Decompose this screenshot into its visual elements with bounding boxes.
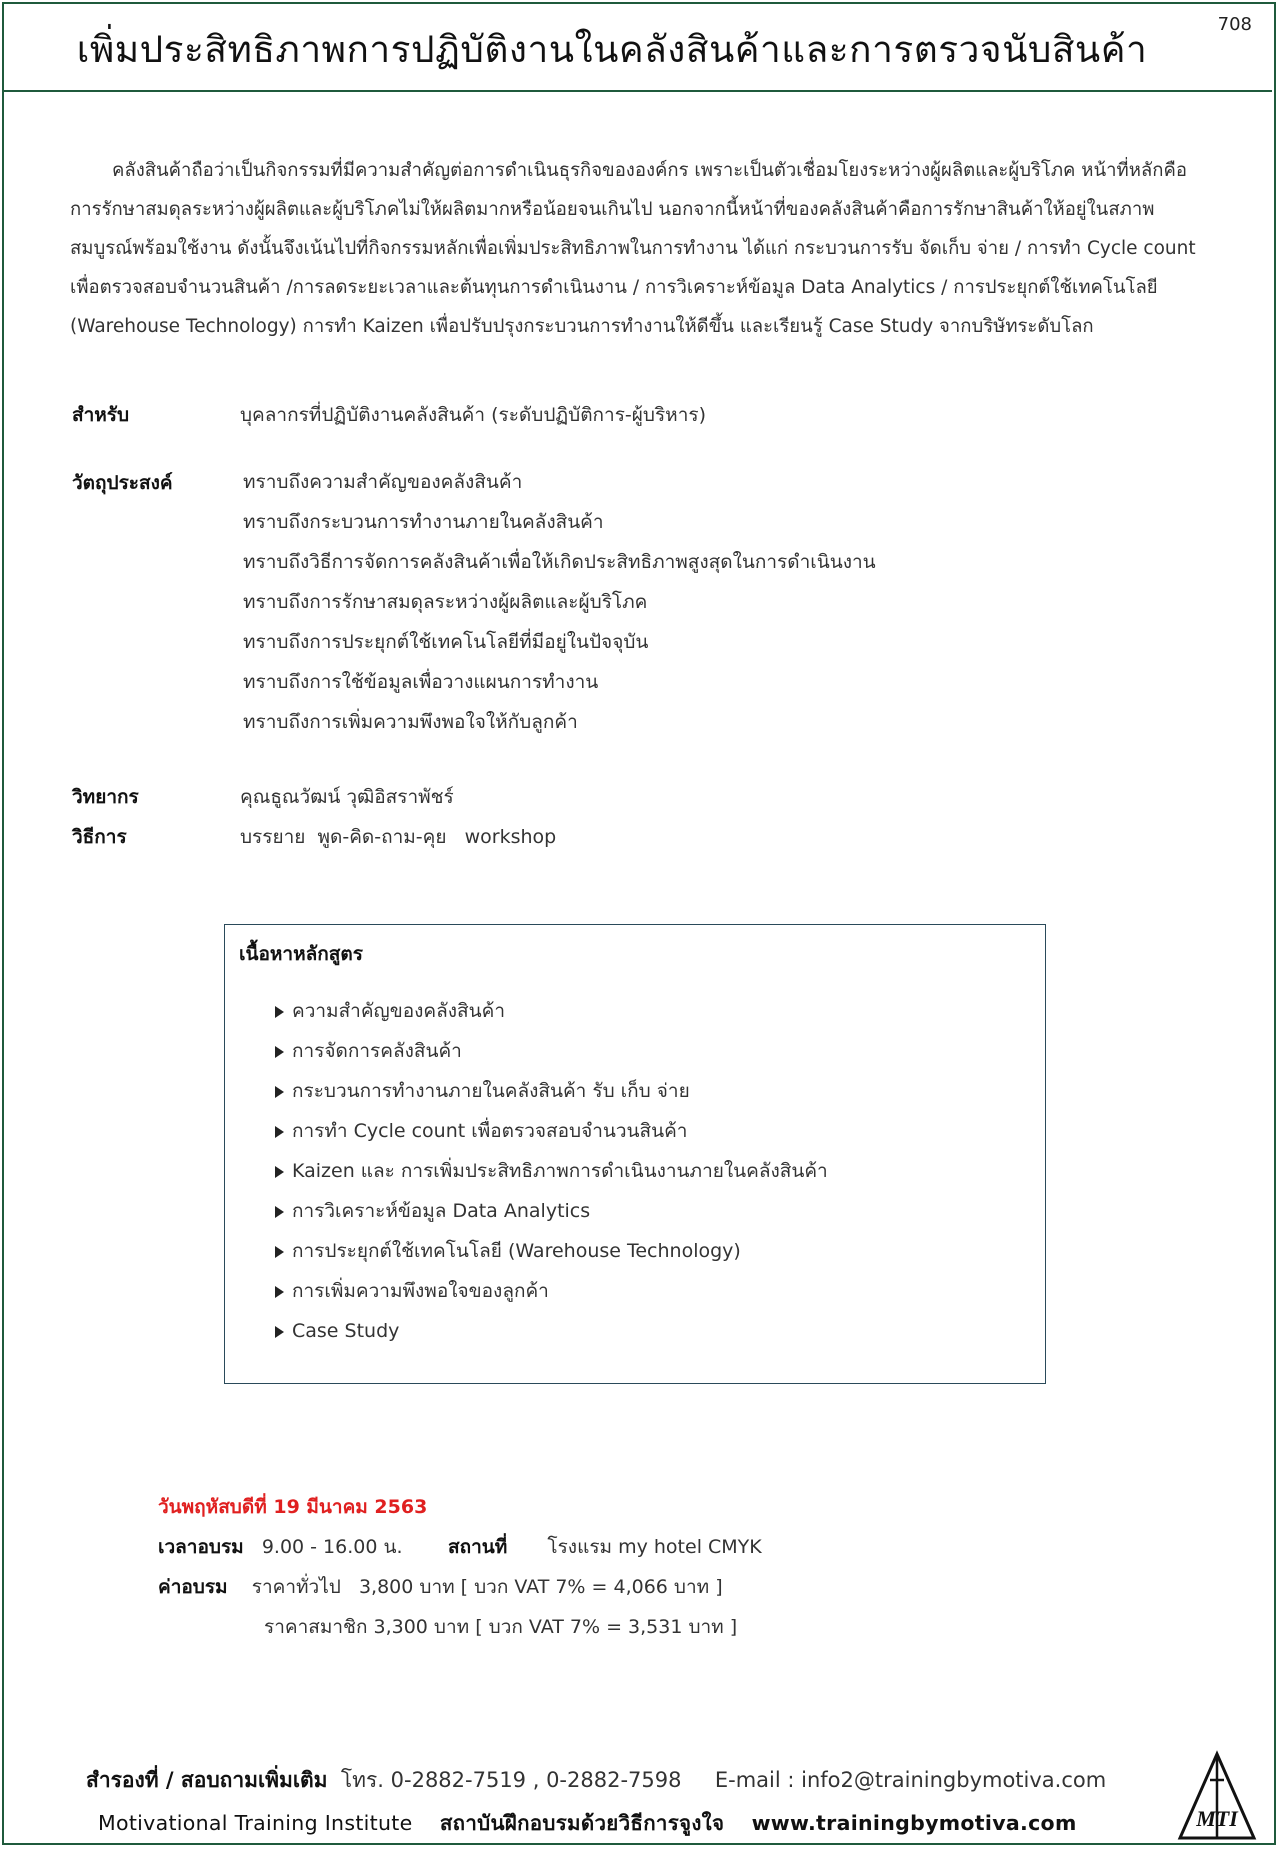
page-number: 708: [1217, 14, 1252, 35]
speaker-value: คุณธูณวัฒน์ วุฒิอิสราพัชร์: [240, 786, 454, 808]
logo-text: MTI: [1196, 1806, 1238, 1831]
fee-label: ค่าอบรม: [158, 1576, 228, 1598]
content-item: การวิเคราะห์ข้อมูล Data Analytics: [275, 1191, 828, 1231]
arrow-bullet-icon: [275, 1126, 284, 1138]
mti-logo-icon: [1176, 1750, 1258, 1842]
arrow-bullet-icon: [275, 1006, 284, 1018]
objective-item: ทราบถึงการรักษาสมดุลระหว่างผู้ผลิตและผู้บริโภค: [243, 591, 648, 613]
content-item: การจัดการคลังสินค้า: [275, 1031, 828, 1071]
contact-phone: โทร. 0-2882-7519 , 0-2882-7598: [340, 1768, 682, 1792]
website-link[interactable]: www.trainingbymotiva.com: [751, 1811, 1077, 1835]
objectives-list: [243, 462, 876, 742]
footer-contact: [86, 1764, 1106, 1797]
content-item: การประยุกต์ใช้เทคโนโลยี (Warehouse Technology): [275, 1231, 828, 1271]
objective-item: ทราบถึงการใช้ข้อมูลเพื่อวางแผนการทำงาน: [243, 671, 599, 693]
fee-general: ราคาทั่วไป 3,800 บาท [ บวก VAT 7% = 4,066 บาท ]: [251, 1576, 723, 1598]
arrow-bullet-icon: [275, 1286, 284, 1298]
arrow-bullet-icon: [275, 1246, 284, 1258]
objective-item: ทราบถึงวิธีการจัดการคลังสินค้าเพื่อให้เกิดประสิทธิภาพสูงสุดในการดำเนินงาน: [243, 551, 876, 573]
title-bar: [2, 2, 1272, 92]
time-value: 9.00 - 16.00 น.: [261, 1536, 403, 1558]
venue-label: สถานที่: [448, 1536, 508, 1558]
objective-item: ทราบถึงความสำคัญของคลังสินค้า: [243, 471, 523, 493]
method-label: วิธีการ: [72, 826, 127, 848]
page-title: เพิ่มประสิทธิภาพการปฏิบัติงานในคลังสินค้าและการตรวจนับสินค้า: [76, 28, 1148, 71]
objective-item: ทราบถึงการประยุกต์ใช้เทคโนโลยีที่มีอยู่ในปัจจุบัน: [243, 631, 649, 653]
fee-general-row: [158, 1572, 723, 1602]
course-content-list: [275, 991, 828, 1351]
method-value: บรรยาย พูด-คิด-ถาม-คุย workshop: [240, 826, 557, 848]
arrow-bullet-icon: [275, 1086, 284, 1098]
content-item: Kaizen และ การเพิ่มประสิทธิภาพการดำเนินงานภายในคลังสินค้า: [275, 1151, 828, 1191]
arrow-bullet-icon: [275, 1166, 284, 1178]
speaker-label: วิทยากร: [72, 786, 139, 808]
training-date: วันพฤหัสบดีที่ 19 มีนาคม 2563: [158, 1496, 428, 1518]
content-item: Case Study: [275, 1311, 828, 1351]
content-item: กระบวนการทำงานภายในคลังสินค้า รับ เก็บ จ่าย: [275, 1071, 828, 1111]
objectives-label: วัตถุประสงค์: [72, 472, 173, 494]
objective-item: ทราบถึงการเพิ่มความพึงพอใจให้กับลูกค้า: [243, 711, 578, 733]
content-item: ความสำคัญของคลังสินค้า: [275, 991, 828, 1031]
venue-value: โรงแรม my hotel CMYK: [547, 1536, 762, 1558]
audience-value: บุคลากรที่ปฏิบัติงานคลังสินค้า (ระดับปฏิบัติการ-ผู้บริหาร): [240, 404, 706, 426]
course-content-title: เนื้อหาหลักสูตร: [239, 943, 363, 965]
content-item: การทำ Cycle count เพื่อตรวจสอบจำนวนสินค้า: [275, 1111, 828, 1151]
contact-email[interactable]: E-mail : info2@trainingbymotiva.com: [714, 1768, 1107, 1792]
audience-label: สำหรับ: [72, 404, 130, 426]
objective-item: ทราบถึงกระบวนการทำงานภายในคลังสินค้า: [243, 511, 604, 533]
intro-paragraph: คลังสินค้าถือว่าเป็นกิจกรรมที่มีความสำคัญต่อการดำเนินธุรกิจขององค์กร เพราะเป็นตัวเชื่อมโยงระหว่างผู้ผลิตและผู้บริโภค หน้าที่หลักคือการรักษาสมดุลระหว่างผู้ผลิตและผู้บริโภคไม่ให้ผลิตมากหรือน้อยจนเกินไป นอกจากนี้หน้าที่ของคลังสินค้าคือการรักษาสินค้าให้อยู่ในสภาพสมบูรณ์พร้อมใช้งาน ดังนั้นจึงเน้นไปที่กิจกรรมหลักเพื่อเพิ่มประสิทธิภาพในการทำงาน ได้แก่ กระบวนการรับ จัดเก็บ จ่าย / การทำ Cycle count เพื่อตรวจสอบจำนวนสินค้า /การลดระยะเวลาและต้นทุนการดำเนินงาน / การวิเคราะห์ข้อมูล Data Analytics / การประยุกต์ใช้เทคโนโลยี (Warehouse Technology) การทำ Kaizen เพื่อปรับปรุงกระบวนการทำงานให้ดีขึ้น และเรียนรู้ Case Study จากบริษัทระดับโลก: [70, 159, 1196, 337]
content-item: การเพิ่มความพึงพอใจของลูกค้า: [275, 1271, 828, 1311]
course-content-box: [224, 924, 1046, 1384]
venue-row: [448, 1532, 762, 1562]
arrow-bullet-icon: [275, 1206, 284, 1218]
time-label: เวลาอบรม: [158, 1536, 244, 1558]
footer-org: [98, 1807, 1077, 1840]
contact-label: สำรองที่ / สอบถามเพิ่มเติม: [86, 1768, 328, 1792]
arrow-bullet-icon: [275, 1326, 284, 1338]
org-thai: สถาบันฝึกอบรมด้วยวิธีการจูงใจ: [439, 1811, 725, 1835]
arrow-bullet-icon: [275, 1046, 284, 1058]
org-english: Motivational Training Institute: [98, 1811, 413, 1835]
fee-member: ราคาสมาชิก 3,300 บาท [ บวก VAT 7% = 3,531 บาท ]: [264, 1616, 738, 1638]
time-row: [158, 1532, 403, 1562]
